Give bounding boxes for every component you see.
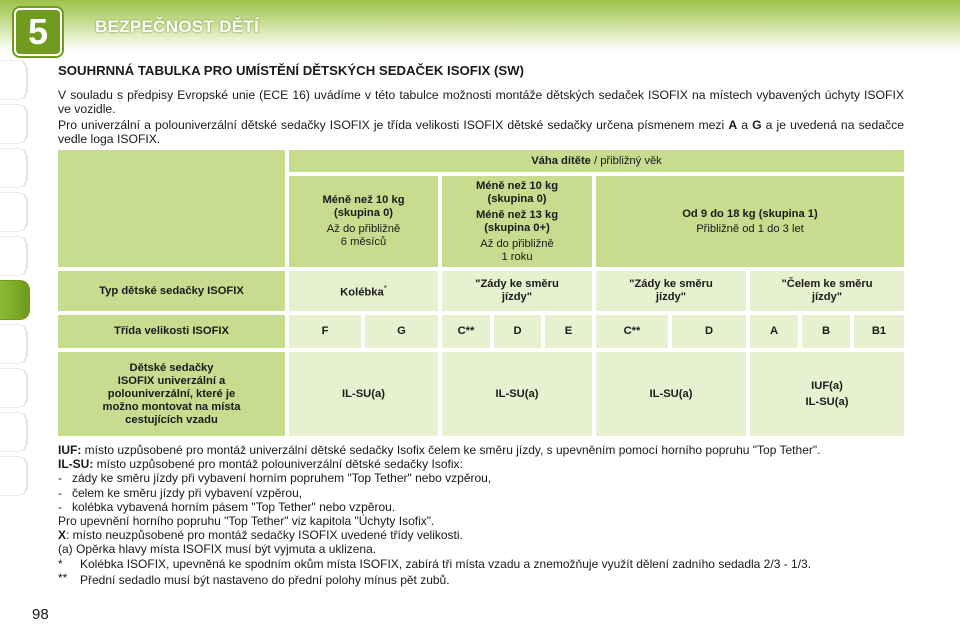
group-age: Až do přibližně xyxy=(326,223,401,235)
note-dash: - čelem ke směru jízdy při vybavení vzpěrou, xyxy=(58,485,303,500)
class-letter: D xyxy=(513,325,522,337)
group-cell-1 xyxy=(442,176,592,267)
chapter-tab[interactable] xyxy=(0,60,28,100)
note-double-star xyxy=(58,570,904,587)
row-label-text: Typ dětské sedačky ISOFIX xyxy=(99,284,244,297)
type-name: jízdy" xyxy=(655,291,687,303)
seat-cell xyxy=(596,352,746,436)
section-title: SOUHRNNÁ TABULKA PRO UMÍSTĚNÍ DĚTSKÝCH SEDAČEK ISOFIX (SW) xyxy=(58,63,524,78)
chapter-tab[interactable] xyxy=(0,368,28,408)
weight-header-bold: Váha dítěte xyxy=(531,154,591,167)
class-letter: D xyxy=(704,325,714,337)
group-cell-2 xyxy=(596,176,904,267)
intro-text: a je uvedená na sedačce vedle loga ISOFIX. xyxy=(58,118,904,146)
group-weight: Méně než 10 kg xyxy=(475,179,559,192)
note-dash: - zády ke směru jízdy při vybavení horním popruhem "Top Tether" nebo vzpěrou, xyxy=(58,471,492,486)
seat-code: IL-SU(a) xyxy=(342,387,385,400)
seat-code: IL-SU(a) xyxy=(649,387,693,400)
class-cell xyxy=(672,315,746,348)
type-name: Kolébka xyxy=(340,286,384,299)
size-letter-a: A xyxy=(728,118,738,132)
weight-header-text xyxy=(531,155,662,168)
group-age: 1 roku xyxy=(501,250,533,263)
type-name: "Čelem ke směru xyxy=(781,278,873,290)
row-label-text: polouniverzální, které je xyxy=(107,387,236,400)
type-name: "Zády ke směru xyxy=(475,278,559,290)
group-name: (skupina 0) xyxy=(333,207,394,219)
type-cell-0 xyxy=(289,271,438,311)
group-weight: Méně než 13 kg xyxy=(475,208,559,221)
note-dash: - kolébka vybavená horním pásem "Top Tether" nebo vzpěrou. xyxy=(58,499,396,514)
note-text: Přední sedadlo musí být nastaveno do přední polohy mínus pět zubů. xyxy=(80,572,450,587)
intro-paragraph: V souladu s předpisy Evropské unie (ECE 16) uvádíme v této tabulce možnosti montáže dětských sedaček ISOFIX na místech vybavených úchyty ISOFIX ve vozidle. xyxy=(58,88,904,116)
note-text: : místo neuzpůsobené pro montáž sedačky ISOFIX uvedené třídy velikosti. xyxy=(66,528,463,543)
group-weight: Od 9 do 18 kg (skupina 1) xyxy=(682,207,818,220)
class-letter: F xyxy=(321,325,329,337)
class-cell xyxy=(802,315,850,348)
weight-header-rest: / přibližný věk xyxy=(590,154,662,167)
chapter-tab-active[interactable] xyxy=(0,280,30,320)
row-label-text: možno montovat na místa xyxy=(102,400,241,413)
row-label-class xyxy=(58,315,285,348)
seat-cell xyxy=(442,352,592,436)
group-name: (skupina 0) xyxy=(487,192,547,205)
page-number: 98 xyxy=(32,606,49,623)
chapter-tab[interactable] xyxy=(0,236,28,276)
note-tether: Pro upevnění horního popruhu "Top Tether" viz kapitola "Úchyty Isofix". xyxy=(58,514,435,529)
table-corner xyxy=(58,150,285,267)
chapter-tab[interactable] xyxy=(0,456,28,496)
type-text xyxy=(340,282,387,300)
row-label-text: Třída velikosti ISOFIX xyxy=(113,325,230,337)
note-label: X xyxy=(58,528,67,543)
intro-paragraph-2 xyxy=(58,118,904,146)
chapter-tab[interactable] xyxy=(0,324,28,364)
intro-text: Pro univerzální a polouniverzální dětské sedačky ISOFIX je třída velikosti ISOFIX dětské sedačky určena písmenem mezi xyxy=(58,118,729,132)
class-cell xyxy=(545,315,592,348)
chapter-tab[interactable] xyxy=(0,192,28,232)
row-label-text: cestujících vzadu xyxy=(125,413,218,426)
note-iuf xyxy=(58,443,904,457)
chapter-tabs xyxy=(0,60,28,530)
class-letter: E xyxy=(564,325,573,337)
chapter-title: BEZPEČNOST DĚTÍ xyxy=(95,17,260,36)
group-age: Až do přibližně xyxy=(480,237,554,250)
type-cell-3 xyxy=(750,271,904,311)
note-label: IUF: xyxy=(58,443,82,457)
notes xyxy=(58,443,904,587)
note-label: IL-SU: xyxy=(58,457,94,472)
group-weight: Méně než 10 kg xyxy=(322,194,405,206)
note-a: (a) Opěrka hlavy místa ISOFIX musí být vyjmuta a uklizena. xyxy=(58,542,377,557)
class-letter: C** xyxy=(623,325,641,337)
class-cell xyxy=(494,315,541,348)
class-letter: C** xyxy=(457,325,475,337)
footnote-mark: * xyxy=(58,556,63,571)
isofix-table xyxy=(58,150,904,440)
class-cell xyxy=(289,315,361,348)
type-name: jízdy" xyxy=(811,291,843,303)
class-letter: A xyxy=(769,325,779,337)
chapter-header xyxy=(0,0,960,52)
class-letter: B1 xyxy=(871,325,887,337)
class-letter: B xyxy=(821,325,831,337)
row-label-text: ISOFIX univerzální a xyxy=(117,374,226,387)
chapter-tab[interactable] xyxy=(0,104,28,144)
seat-code: IUF(a) xyxy=(811,379,843,392)
note-ilsu xyxy=(58,457,904,471)
class-cell xyxy=(365,315,438,348)
group-age: 6 měsíců xyxy=(340,236,387,248)
weight-header xyxy=(289,150,904,172)
row-label-seats xyxy=(58,352,285,436)
seat-code: IL-SU(a) xyxy=(495,387,539,400)
class-cell xyxy=(596,315,668,348)
type-cell-2 xyxy=(596,271,746,311)
note-star xyxy=(58,557,904,571)
chapter-number-badge: 5 xyxy=(14,8,62,56)
group-name: (skupina 0+) xyxy=(484,221,550,234)
note-x xyxy=(58,528,904,542)
footnote-mark: * xyxy=(383,284,387,294)
type-cell-1 xyxy=(442,271,592,311)
footnote-mark: ** xyxy=(58,570,68,585)
class-cell xyxy=(854,315,904,348)
class-cell xyxy=(750,315,798,348)
row-label-type xyxy=(58,271,285,311)
group-age: Přibližně od 1 do 3 let xyxy=(696,222,804,235)
seat-code: IL-SU(a) xyxy=(805,395,849,408)
type-name: "Zády ke směru xyxy=(629,278,713,290)
chapter-tab[interactable] xyxy=(0,148,28,188)
type-name: jízdy" xyxy=(501,291,533,303)
seat-cell-last xyxy=(750,352,904,436)
class-cell xyxy=(442,315,490,348)
row-label-text: Dětské sedačky xyxy=(129,361,214,374)
note-text: místo uzpůsobené pro montáž polouniverzální dětské sedačky Isofix: xyxy=(93,457,463,472)
chapter-tab[interactable] xyxy=(0,412,28,452)
class-letter: G xyxy=(397,325,406,337)
seat-cell xyxy=(289,352,438,436)
intro-text: a xyxy=(737,118,753,132)
note-text: místo uzpůsobené pro montáž univerzální dětské sedačky Isofix čelem ke směru jízdy, s upevněním pomocí horního popruhu "Top Tether". xyxy=(81,443,821,457)
size-letter-g: G xyxy=(752,118,762,132)
note-text: Kolébka ISOFIX, upevněná ke spodním okům místa ISOFIX, zabírá tři místa vzadu a znemožňuje využít dělení zadního sedadla 2/3 - 1/3. xyxy=(80,556,812,571)
group-cell-0 xyxy=(289,176,438,267)
